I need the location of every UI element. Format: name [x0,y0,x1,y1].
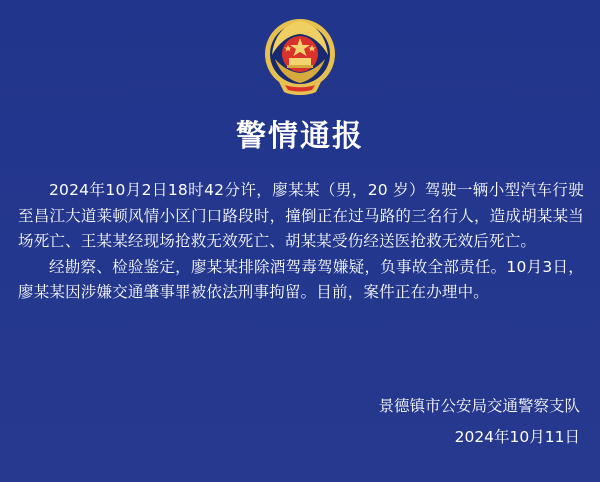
notice-body [18,178,584,306]
issuer-name: 景德镇市公安局交通警察支队 [378,397,580,415]
notice-paragraph-1: 2024年10月2日18时42分许，廖某某（男，20 岁）驾驶一辆小型汽车行驶至昌江大道莱顿风情小区门口路段时，撞倒正在过马路的三名行人，造成胡某某当场死亡、王某某经现场抢救无效死亡、胡某某受伤经送医抢救无效后死亡。 [18,181,584,250]
issue-date: 2024年10月11日 [454,428,580,446]
notice-title: 警情通报 [236,119,364,154]
police-emblem-icon [254,10,346,102]
notice-paragraph-2: 经勘察、检验鉴定，廖某某排除酒驾毒驾嫌疑，负事故全部责任。10月3日，廖某某因涉嫌交通肇事罪被依法刑事拘留。目前，案件正在办理中。 [18,257,584,301]
